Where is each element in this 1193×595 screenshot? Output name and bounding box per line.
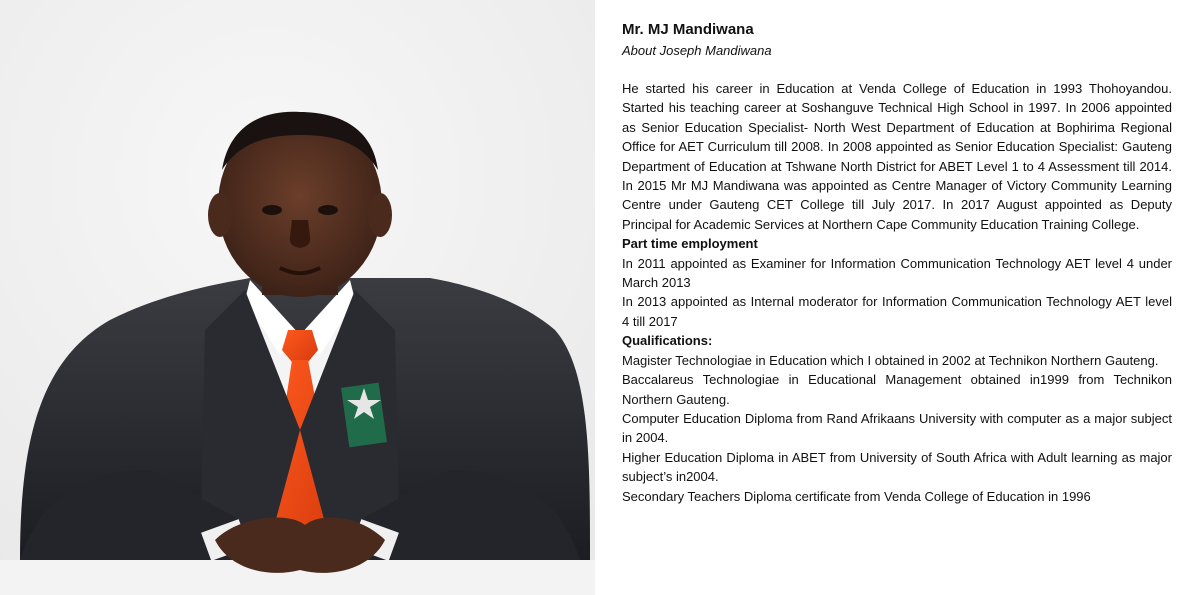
about-subtitle: About Joseph Mandiwana [622,43,772,58]
part-time-heading: Part time employment [622,236,758,252]
qualification-item: Computer Education Diploma from Rand Afrikaans University with computer as a major subject in 2004. [622,410,1172,446]
person-name: Mr. MJ Mandiwana [622,21,754,38]
portrait-photo [0,0,595,595]
qualification-item: Secondary Teachers Diploma certificate from Venda College of Education in 1996 [622,488,1091,504]
qualification-item: Baccalareus Technologiae in Educational Management obtained in1999 from Technikon Northern Gauteng. [622,372,1172,407]
qualification-item: Magister Technologiae in Education which I obtained in 2002 at Technikon Northern Gauteng. [622,352,1159,368]
qualifications-heading: Qualifications: [622,333,713,349]
qualification-item: Higher Education Diploma in ABET from University of South Africa with Adult learning as major subject’s in2004. [622,449,1172,485]
career-paragraph: He started his career in Education at Venda College of Education in 1993 Thohoyandou. Started his teaching career at Soshanguve Technical High School in 1997. In 2006 appointed as Senior Education Specialist- North West Department of Education at Bophirima Regional Office for AET Curriculum till 2008. In 2008 appointed as Senior Education Specialist: Gauteng Department of Education at Tshwane North District for ABET Level 1 to 4 Assessment till 2014. In 2015 Mr MJ Mandiwana was appointed as Centre Manager of Victory Community Learning Centre under Gauteng CET College till July 2017. In 2017 August appointed as Deputy Principal for Academic Services at Northern Cape Community Education Training College. [622,81,1172,232]
part-time-item: In 2011 appointed as Examiner for Information Communication Technology AET level 4 under March 2013 [622,255,1172,291]
bio-text [622,20,1172,506]
part-time-item: In 2013 appointed as Internal moderator for Information Communication Technology AET level 4 till 2017 [622,294,1172,329]
